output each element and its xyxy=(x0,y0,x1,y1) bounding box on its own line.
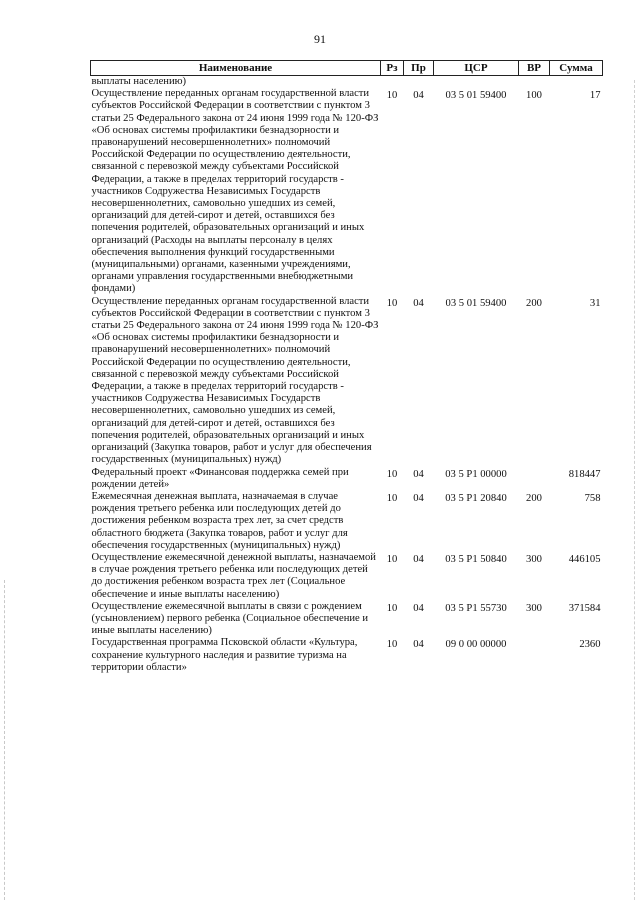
table-row xyxy=(91,88,603,295)
row-pr: 04 xyxy=(413,602,424,614)
row-name: Осуществление переданных органам государственной власти субъектов Российской Федерации в соответствии с пунктом 3 статьи 25 Федерального закона от 24 июня 1999 года № 120-ФЗ «Об основах системы профилактики безнадзорности и правонарушений несовершеннолетних» полномочий Российской Федерации по осуществлению деятельности, связанной с перевозкой между субъектами Российской Федерации, а также в пределах территорий государств - участников Содружества Независимых Государств несовершеннолетних, самовольно ушедших из семей, организаций для детей-сирот и детей, оставшихся без попечения родителей, образовательных организаций и иных организаций (Расходы на выплаты персоналу в целях обеспечения выполнения функций государственными (муниципальными) органами, казенными учреждениями, органами управления государственными внебюджетными фондами) xyxy=(91,88,379,295)
header-rz: Рз xyxy=(381,61,404,76)
row-name: Ежемесячная денежная выплата, назначаемая в случае рождения третьего ребенка или последующих детей до достижения ребенком возраста трех лет, за счет средств областного бюджета (Закупка товаров, работ и услуг для обеспечения государственных (муниципальных) нужд) xyxy=(91,490,348,551)
row-name: Осуществление переданных органам государственной власти субъектов Российской Федерации в соответствии с пунктом 3 статьи 25 Федерального закона от 24 июня 1999 года № 120-ФЗ «Об основах системы профилактики безнадзорности и правонарушений несовершеннолетних» полномочий Российской Федерации по осуществлению деятельности, связанной с перевозкой между субъектами Российской Федерации, а также в пределах территорий государств - участников Содружества Независимых Государств несовершеннолетних, самовольно ушедших из семей, организаций для детей-сирот и детей, оставшихся без попечения родителей, образовательных организаций и иных организаций (Закупка товаров, работ и услуг для обеспечения государственных (муниципальных) нужд) xyxy=(91,295,379,466)
header-csr: ЦСР xyxy=(434,61,519,76)
row-name: Государственная программа Псковской области «Культура, сохранение культурного наследия и развитие туризма на территории области» xyxy=(91,637,358,673)
row-csr: 03 5 P1 00000 xyxy=(445,468,507,480)
row-vr: 300 xyxy=(526,553,542,565)
row-pr: 04 xyxy=(413,90,424,102)
row-rz: 10 xyxy=(386,297,398,309)
budget-table xyxy=(90,60,603,674)
row-rz: 10 xyxy=(386,553,398,565)
table-row xyxy=(91,491,603,552)
header-sum: Сумма xyxy=(550,61,603,76)
table-header xyxy=(91,61,603,76)
row-pr: 04 xyxy=(413,297,424,309)
row-vr xyxy=(519,467,550,491)
row-csr: 03 5 P1 55730 xyxy=(445,602,507,614)
row-vr: 200 xyxy=(526,492,542,504)
row-sum: 31 xyxy=(589,297,601,309)
table-row xyxy=(91,601,603,638)
header-name: Наименование xyxy=(91,61,381,76)
row-rz: 10 xyxy=(386,90,398,102)
continued-text: выплаты населению) xyxy=(91,76,187,87)
row-pr: 04 xyxy=(413,553,424,565)
row-csr: 03 5 01 59400 xyxy=(445,297,507,309)
row-rz: 10 xyxy=(386,468,398,480)
continued-row xyxy=(91,76,603,89)
row-vr: 200 xyxy=(526,297,542,309)
row-pr: 04 xyxy=(413,468,424,480)
row-pr: 04 xyxy=(413,492,424,504)
row-name: Осуществление ежемесячной денежной выплаты, назначаемой в случае рождения третьего ребенка или последующих детей до достижения ребенком возраста трех лет (Социальное обеспечение и иные выплаты населению) xyxy=(91,551,376,600)
scan-edge-mark xyxy=(634,80,636,900)
row-rz: 10 xyxy=(386,639,398,651)
row-sum: 17 xyxy=(589,90,601,102)
row-rz: 10 xyxy=(386,602,398,614)
row-csr: 09 0 00 00000 xyxy=(445,639,507,651)
row-sum: 758 xyxy=(584,492,601,504)
table-row xyxy=(91,467,603,491)
table-row xyxy=(91,637,603,674)
header-vr: ВР xyxy=(519,61,550,76)
table-row xyxy=(91,552,603,601)
row-name: Осуществление ежемесячной выплаты в связи с рождением (усыновлением) первого ребенка (Социальное обеспечение и иные выплаты населению) xyxy=(91,600,369,637)
row-sum: 371584 xyxy=(568,602,601,614)
row-csr: 03 5 01 59400 xyxy=(445,90,507,102)
row-pr: 04 xyxy=(413,639,424,651)
row-sum: 2360 xyxy=(579,639,601,651)
row-sum: 818447 xyxy=(568,468,601,480)
row-sum: 446105 xyxy=(568,553,601,565)
row-csr: 03 5 P1 50840 xyxy=(445,553,507,565)
row-rz: 10 xyxy=(386,492,398,504)
row-csr: 03 5 P1 20840 xyxy=(445,492,507,504)
table-row xyxy=(91,296,603,467)
row-name: Федеральный проект «Финансовая поддержка семей при рождении детей» xyxy=(91,466,349,490)
row-vr: 100 xyxy=(526,90,542,102)
scan-edge-mark xyxy=(4,580,6,900)
header-pr: Пр xyxy=(404,61,434,76)
row-vr: 300 xyxy=(526,602,542,614)
row-vr xyxy=(519,637,550,674)
page-number: 91 xyxy=(314,32,326,46)
